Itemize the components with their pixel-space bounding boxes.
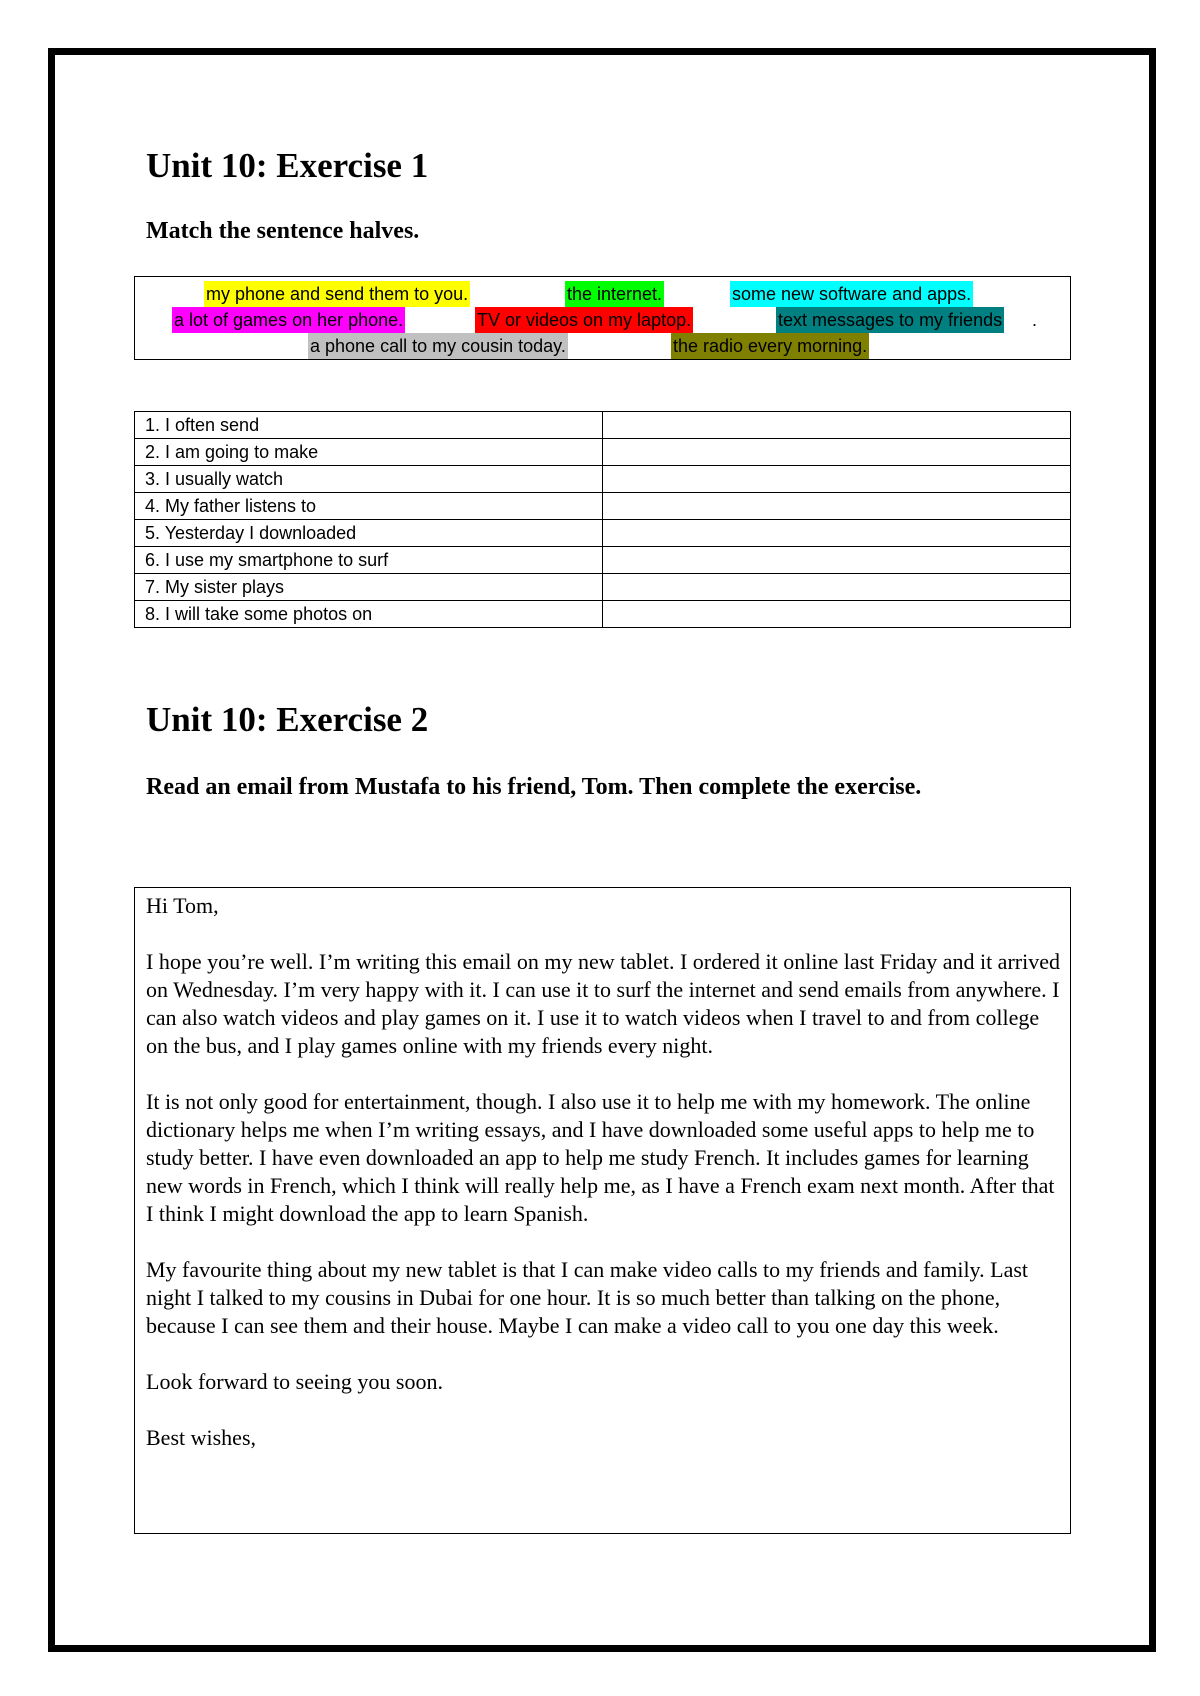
sentence-start: 3. I usually watch [135, 466, 603, 493]
sentence-start: 1. I often send [135, 412, 603, 439]
word-bank-item: my phone and send them to you. [204, 281, 470, 307]
answer-cell[interactable] [603, 439, 1071, 466]
exercise2-instruction: Read an email from Mustafa to his friend, Tom. Then complete the exercise. [146, 774, 922, 800]
answer-cell[interactable] [603, 493, 1071, 520]
word-bank-item: text messages to my friends [776, 307, 1004, 333]
email-paragraph: It is not only good for entertainment, though. I also use it to help me with my homework. The online dictionary helps me when I’m writing essays, and I have downloaded some useful apps to help me to study better. I have even downloaded an app to help me study French. It includes games for learning new words in French, which I think will really help me, as I have a French exam next month. After that I think I might download the app to learn Spanish. [146, 1089, 1055, 1226]
sentence-start: 2. I am going to make [135, 439, 603, 466]
email-box [134, 887, 1071, 1534]
exercise2-title: Unit 10: Exercise 2 [146, 700, 429, 739]
word-bank-item: TV or videos on my laptop. [475, 307, 693, 333]
answer-cell[interactable] [603, 601, 1071, 628]
answer-cell[interactable] [603, 412, 1071, 439]
word-bank-item: the radio every morning. [671, 333, 869, 359]
word-bank-period: . [1032, 310, 1038, 330]
sentence-start: 4. My father listens to [135, 493, 603, 520]
sentence-start: 5. Yesterday I downloaded [135, 520, 603, 547]
email-paragraph: Look forward to seeing you soon. [146, 1369, 443, 1394]
answer-cell[interactable] [603, 520, 1071, 547]
answer-cell[interactable] [603, 574, 1071, 601]
email-paragraph: I hope you’re well. I’m writing this email on my new tablet. I ordered it online last Friday and it arrived on Wednesday. I’m very happy with it. I can use it to surf the internet and send emails from anywhere. I can also watch videos and play games on it. I use it to watch videos when I travel to and from college on the bus, and I play games online with my friends every night. [146, 949, 1060, 1058]
sentence-start: 8. I will take some photos on [135, 601, 603, 628]
exercise1-instruction: Match the sentence halves. [146, 218, 420, 244]
table-row [135, 520, 1071, 547]
table-row [135, 466, 1071, 493]
table-row [135, 547, 1071, 574]
email-paragraph: My favourite thing about my new tablet is that I can make video calls to my friends and family. Last night I talked to my cousins in Dubai for one hour. It is so much better than talking on the phone, because I can see them and their house. Maybe I can make a video call to you one day this week. [146, 1257, 1029, 1338]
word-bank-item: the internet. [565, 281, 664, 307]
email-greeting: Hi Tom, [146, 893, 219, 918]
exercise1-title: Unit 10: Exercise 1 [146, 146, 429, 185]
sentence-start: 7. My sister plays [135, 574, 603, 601]
answer-cell[interactable] [603, 466, 1071, 493]
word-bank-item: a phone call to my cousin today. [308, 333, 568, 359]
sentence-start: 6. I use my smartphone to surf [135, 547, 603, 574]
matching-table [134, 411, 1071, 628]
word-bank [134, 276, 1071, 360]
answer-cell[interactable] [603, 547, 1071, 574]
word-bank-item: some new software and apps. [730, 281, 973, 307]
email-closing: Best wishes, [146, 1425, 256, 1450]
table-row [135, 412, 1071, 439]
word-bank-item: a lot of games on her phone. [172, 307, 405, 333]
table-row [135, 574, 1071, 601]
table-row [135, 439, 1071, 466]
table-row [135, 601, 1071, 628]
table-row [135, 493, 1071, 520]
